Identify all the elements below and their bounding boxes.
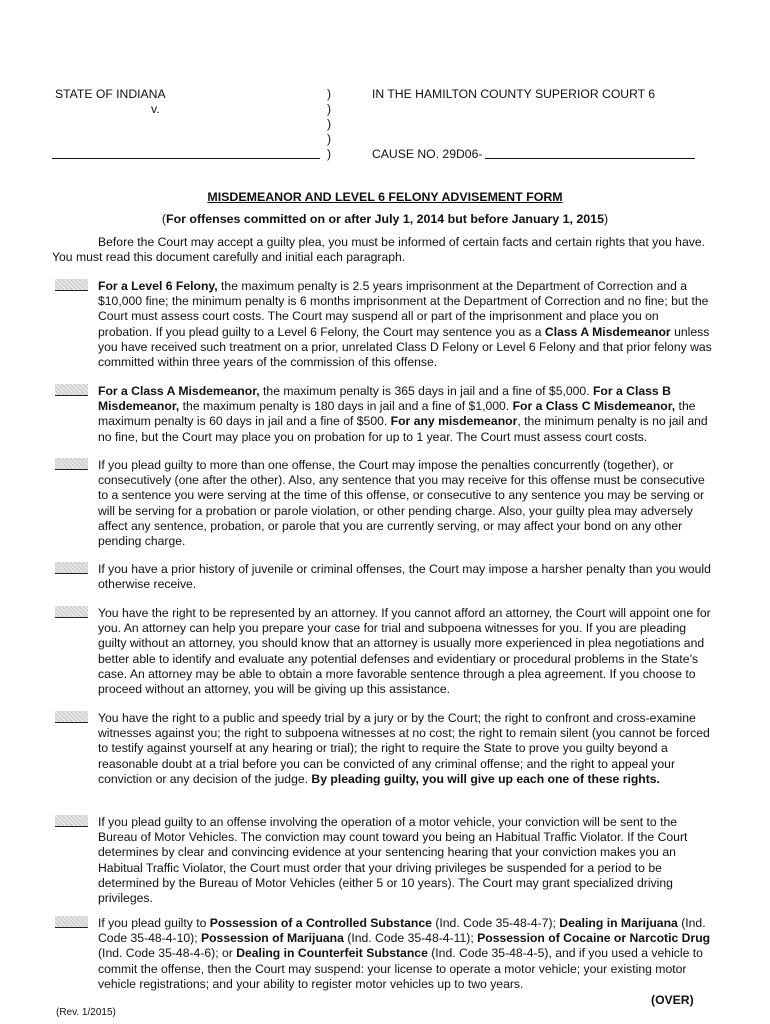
bold-phrase: Dealing in Marijuana — [559, 916, 678, 930]
defendant-name-line[interactable] — [52, 158, 320, 159]
paragraph-text: unless you have received such treatment on a prior, unrelated Class D Felony or Level 6 Felony and that prior felony was committed within three years of the commission of this offense. — [98, 324, 712, 370]
subtitle-text: For offenses committed on or after July 1, 2014 but before January 1, 2015 — [166, 212, 604, 226]
bold-phrase: For a Class B Misdemeanor, — [98, 384, 671, 414]
initial-box[interactable] — [55, 562, 88, 574]
subtitle-close-paren: ) — [603, 212, 609, 226]
paragraph-text: If you plead guilty to an offense involving the operation of a motor vehicle, your conviction will be sent to the Bureau of Motor Vehicles. The conviction may count toward you being an Habitual Traffic Violator. If the Court determines by clear and convincing evidence at your sentencing hearing that your conviction makes you an Habitual Traffic Violator, the Court must order that your driving privileges be suspended for a period to be determined by the Bureau of Motor Vehicles (either 5 or 10 years). The Court may grant specialized driving privileges. — [98, 815, 688, 906]
cause-number-label: CAUSE NO. 29D06- — [372, 147, 483, 161]
form-title: MISDEMEANOR AND LEVEL 6 FELONY ADVISEMENT FORM — [207, 190, 563, 204]
over-close-paren: ) — [689, 993, 694, 1007]
paragraph-text: If you plead guilty to — [98, 916, 210, 930]
initial-box[interactable] — [55, 815, 88, 827]
paragraph-text: (Ind. Code 35-48-4-5), and if you used a vehicle to commit the offense, then the Court may suspend: your license to operate a motor vehicle; your existing motor vehicle registrations; and your ability to register motor vehicles up to two years. — [98, 946, 703, 991]
initial-box[interactable] — [55, 458, 88, 470]
caption-paren: ) — [327, 87, 332, 101]
versus-label: v. — [151, 102, 160, 116]
bold-phrase: Possession of Marijuana — [200, 931, 344, 946]
bold-phrase: For a Level 6 Felony, — [98, 279, 218, 293]
caption-paren: ) — [327, 147, 332, 161]
subtitle-open-paren: ( — [161, 212, 167, 226]
paragraph-level6-felony — [98, 279, 716, 370]
initial-box[interactable] — [55, 711, 88, 723]
paragraph-multiple-offenses — [98, 458, 716, 549]
paragraph-text: (Ind. Code 35-48-4-7); — [431, 916, 560, 930]
paragraph-text: If you have a prior history of juvenile or criminal offenses, the Court may impose a harsher penalty than you would otherwise receive. — [98, 562, 711, 592]
initial-box[interactable] — [55, 606, 88, 618]
bold-phrase: Dealing in Counterfeit Substance — [236, 946, 428, 961]
paragraph-misdemeanor-penalties — [98, 384, 716, 445]
over-text: OVER — [655, 993, 690, 1007]
cause-number-line[interactable] — [485, 158, 695, 159]
paragraph-text: the maximum penalty is 365 days in jail and a fine of $5,000. — [259, 384, 593, 398]
paragraph-text: the maximum penalty is 2.5 years imprisonment at the Department of Correction and a $10,000 fine; the minimum penalty is 6 months imprisonment at the Department of Correction and no fine; but the Court must assess court costs. The Court may suspend all or part of the imprisonment and place you on probation. If you plead guilty to a Level 6 Felony, the Court may sentence you as a — [98, 279, 709, 339]
initial-box[interactable] — [55, 916, 88, 928]
bold-phrase: Possession of a Controlled Substance — [209, 916, 432, 930]
paragraph-text: (Ind. Code 35-48-4-11); — [343, 931, 478, 946]
paragraph-text: , the minimum penalty is no jail and no fine, but the Court may place you on probation for up to 1 year. The Court must assess court costs. — [98, 414, 708, 444]
over-open-paren: ( — [651, 993, 656, 1007]
bold-phrase: Class A Misdemeanor — [544, 324, 671, 339]
over-indicator — [651, 993, 694, 1008]
paragraph-controlled-substance — [98, 916, 716, 992]
paragraph-prior-history — [98, 562, 716, 592]
intro-text: Before the Court may accept a guilty plea, you must be informed of certain facts and certain rights that you have. You must read this document carefully and initial each paragraph. — [52, 235, 705, 265]
paragraph-text: You have the right to a public and speedy trial by a jury or by the Court; the right to confront and cross-examine witnesses against you; the right to subpoena witnesses at no cost; the right to remain silent (you cannot be forced to testify against yourself at any hearing or trial); the right to require the State to prove you guilty beyond a reasonable doubt at a trial before you can be convicted of any criminal offense; and the right to appeal your conviction or any decision of the judge. — [98, 711, 710, 786]
bold-phrase: For a Class A Misdemeanor, — [98, 384, 260, 398]
paragraph-text: If you plead guilty to more than one offense, the Court may impose the penalties concurrently (together), or consecutively (one after the other). Also, any sentence that you may receive for this offense must be consecutive to a sentence you were serving at the time of this offense, or consecutive to any sentence you may be serving or will be serving for a probation or parole violation, or other pending charge. Also, your guilty plea may adversely affect any sentence, probation, or parole that you are currently serving, or may affect your bond on any other pending charge. — [98, 458, 705, 549]
paragraph-text: You have the right to be represented by an attorney. If you cannot afford an attorney, the Court will appoint one for you. An attorney can help you prepare your case for trial and subpoena witnesses for you. If you are pleading guilty without an attorney, you should know that an attorney is usually more experienced in plea negotiations and better able to identify and evaluate any potential defenses and evidentiary or procedural problems in the State’s case. An attorney may be able to obtain a more favorable sentence through a plea agreement. If you choose to proceed without an attorney, you will be giving up this assistance. — [98, 606, 711, 697]
revision-label: (Rev. 1/2015) — [56, 1007, 116, 1018]
paragraph-trial-rights — [98, 711, 716, 787]
paragraph-text: the maximum penalty is 60 days in jail and a fine of $500. — [98, 399, 696, 429]
state-of-indiana-label: STATE OF INDIANA — [55, 87, 166, 101]
bold-phrase: For a Class C Misdemeanor, — [512, 399, 676, 414]
court-name: IN THE HAMILTON COUNTY SUPERIOR COURT 6 — [372, 87, 656, 101]
intro-paragraph — [52, 235, 712, 265]
form-subtitle — [0, 212, 770, 227]
paragraph-motor-vehicle — [98, 815, 716, 906]
paragraph-text: (Ind. Code 35-48-4-6); or — [98, 946, 237, 961]
bold-phrase: By pleading guilty, you will give up each one of these rights. — [311, 771, 660, 786]
paragraph-text: the maximum penalty is 180 days in jail and a fine of $1,000. — [179, 399, 513, 414]
caption-paren: ) — [327, 117, 332, 131]
bold-phrase: For any misdemeanor — [390, 414, 518, 429]
initial-box[interactable] — [55, 279, 88, 291]
paragraph-text: (Ind. Code 35-48-4-10); — [98, 916, 706, 946]
caption-paren: ) — [327, 102, 332, 116]
initial-box[interactable] — [55, 384, 88, 396]
bold-phrase: Possession of Cocaine or Narcotic Drug — [477, 931, 711, 946]
caption-paren: ) — [327, 132, 332, 146]
paragraph-right-to-attorney — [98, 606, 716, 697]
